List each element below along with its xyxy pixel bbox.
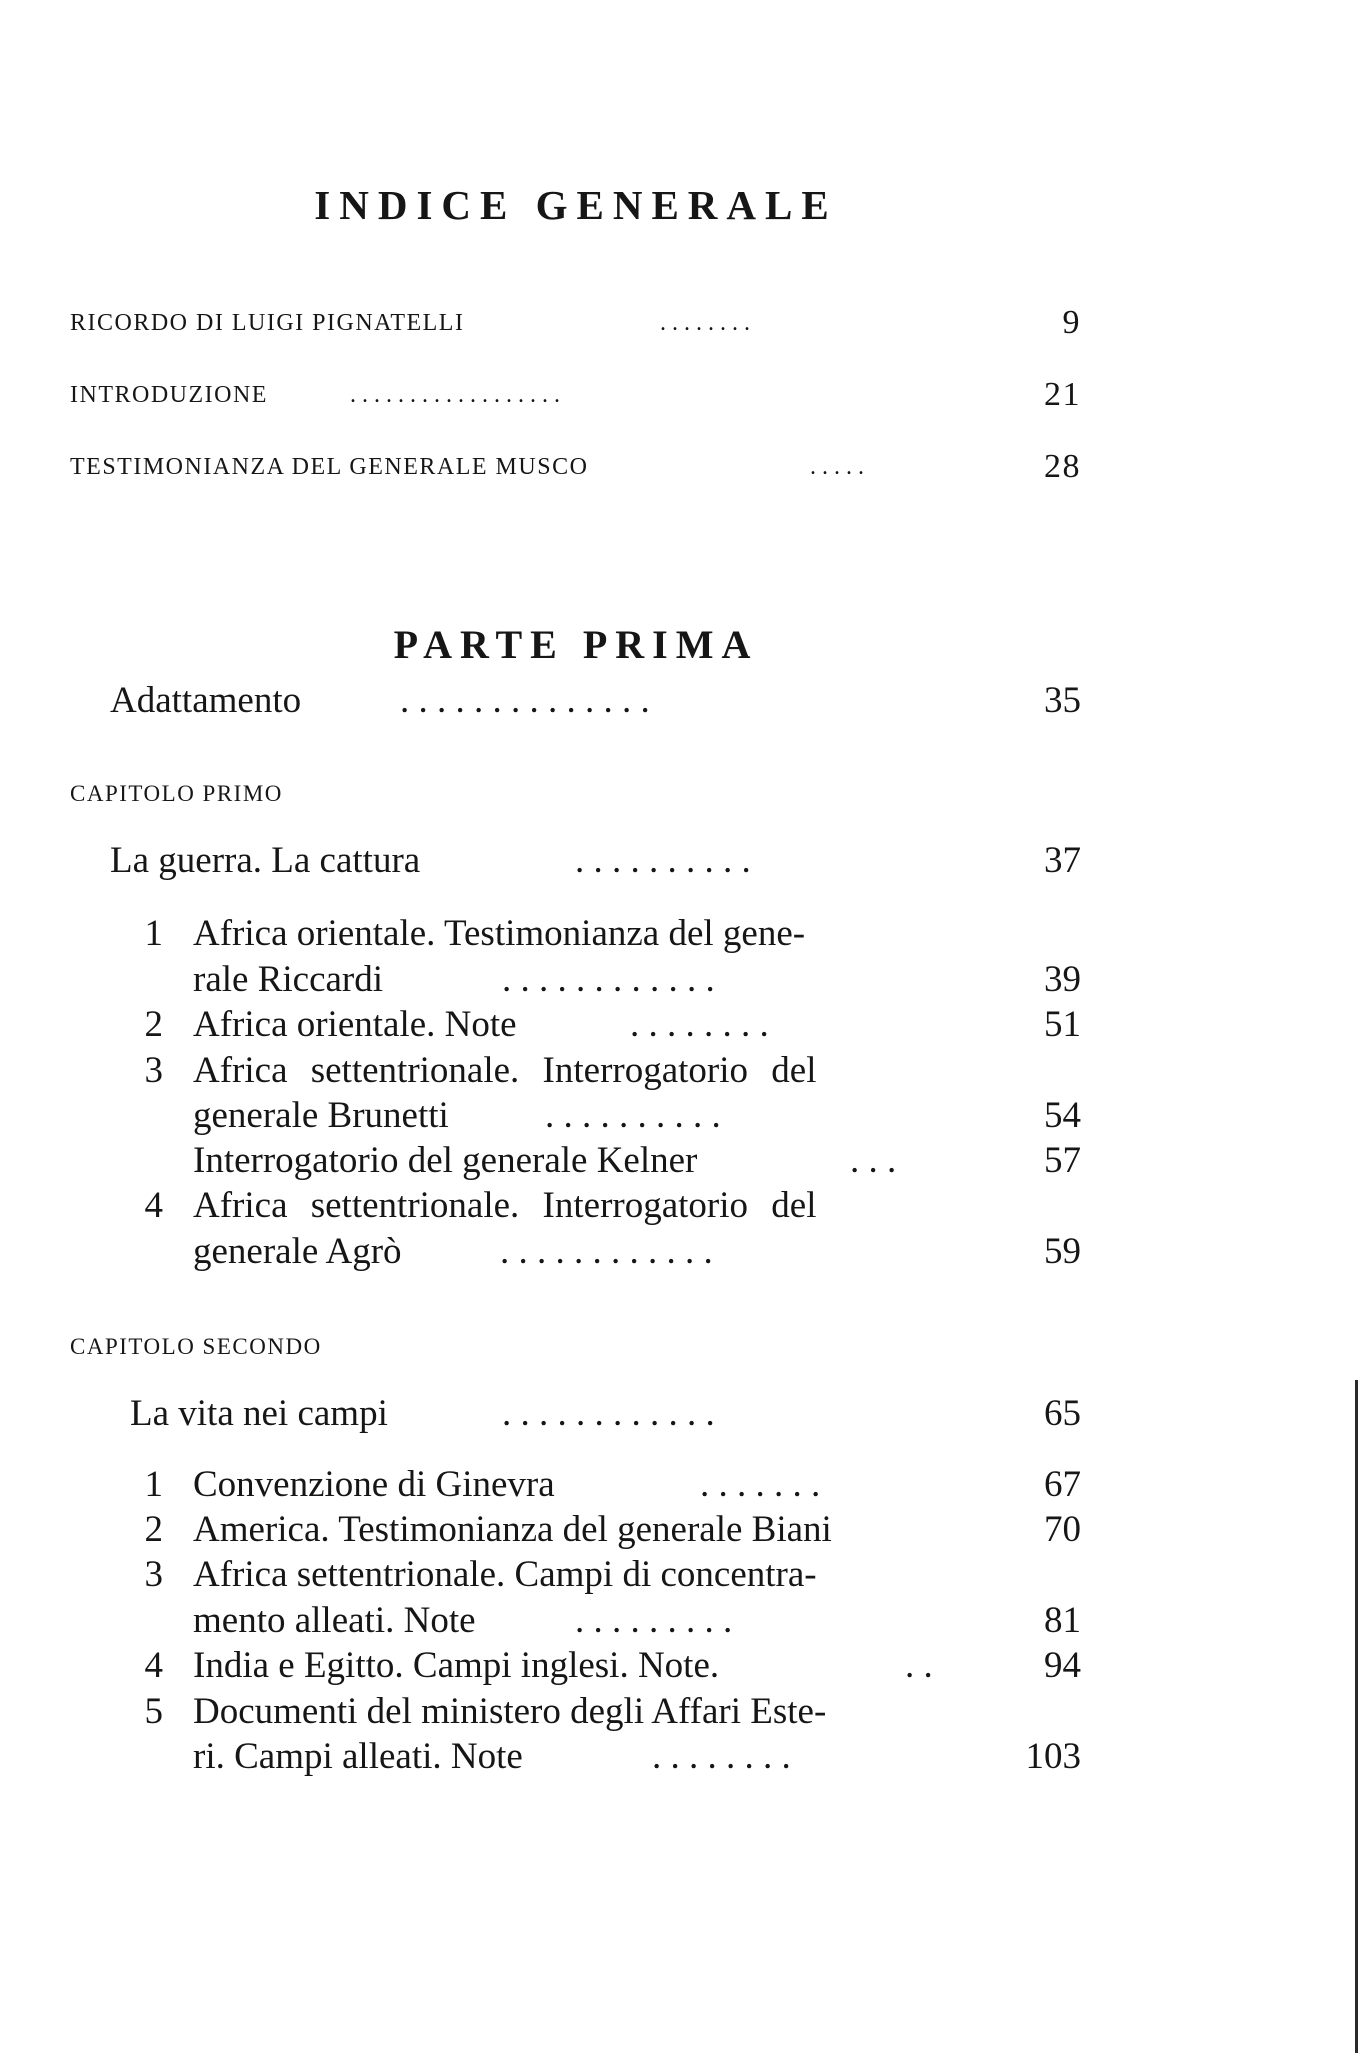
page-number: 65 [1044, 1393, 1081, 1434]
entry-label: INTRODUZIONE [70, 382, 268, 408]
dot-leader: . . . . . . . . . . . . . . . . . . [350, 382, 560, 408]
toc-section-line[interactable] [0, 1183, 1364, 1229]
entry-label: Africa settentrionale. Interrogatorio del [193, 1050, 817, 1091]
page-number: 39 [1044, 959, 1081, 1000]
part-title: PARTE PRIMA [393, 622, 759, 668]
section-number: 1 [144, 1464, 163, 1505]
page-title: INDICE GENERALE [314, 182, 838, 229]
toc-section-line[interactable] [0, 1552, 1364, 1598]
entry-label: generale Agrò [193, 1231, 402, 1272]
toc-section-line[interactable] [0, 1734, 1364, 1780]
toc-section-line[interactable] [0, 1002, 1364, 1048]
toc-section-line[interactable] [0, 1598, 1364, 1644]
entry-label: India e Egitto. Campi inglesi. Note. [193, 1645, 720, 1686]
toc-section-line[interactable] [0, 1138, 1364, 1184]
dot-leader: . . . . . [810, 454, 864, 480]
dot-leader: . . . . . . . . . . . . [500, 1231, 713, 1272]
page-number: 54 [1044, 1095, 1081, 1136]
toc-section-line[interactable] [0, 911, 1364, 957]
dot-leader: . . . [850, 1140, 897, 1181]
page-number: 70 [1044, 1509, 1081, 1550]
section-number: 3 [144, 1050, 163, 1091]
entry-label: Africa orientale. Testimonianza del gene- [193, 913, 806, 954]
toc-entry-introduzione[interactable] [0, 375, 1364, 421]
page-number: 51 [1044, 1004, 1081, 1045]
entry-label: Africa settentrionale. Campi di concentra- [193, 1554, 817, 1595]
toc-section-line[interactable] [0, 1048, 1364, 1094]
entry-label: America. Testimonianza del generale Biani [193, 1509, 832, 1550]
entry-label: rale Riccardi [193, 959, 384, 1000]
page-number: 21 [1044, 376, 1081, 413]
dot-leader: . . . . . . . . [652, 1736, 791, 1777]
entry-label: Documenti del ministero degli Affari Este- [193, 1691, 827, 1732]
toc-section-line[interactable] [0, 1229, 1364, 1275]
dot-leader: . . . . . . . . . . . . [502, 959, 715, 1000]
toc-chapter-title[interactable] [0, 838, 1364, 884]
page-number: 37 [1044, 840, 1081, 881]
dot-leader: . . . . . . . . . [575, 1600, 733, 1641]
section-number: 3 [144, 1554, 163, 1595]
dot-leader: . . . . . . . . . . [575, 840, 751, 881]
toc-entry-testimonianza-musco[interactable] [0, 447, 1364, 493]
dot-leader: . . . . . . . . [660, 310, 750, 336]
entry-label: TESTIMONIANZA DEL GENERALE MUSCO [70, 454, 589, 480]
section-number: 2 [144, 1509, 163, 1550]
toc-section-line[interactable] [0, 1643, 1364, 1689]
dot-leader: . . . . . . . . . . . . [502, 1393, 715, 1434]
toc-section-line[interactable] [0, 1093, 1364, 1139]
chapter-label: CAPITOLO SECONDO [70, 1334, 322, 1359]
section-number: 4 [144, 1185, 163, 1226]
toc-entry-ricordo[interactable] [0, 303, 1364, 349]
entry-label: ri. Campi alleati. Note [193, 1736, 523, 1777]
toc-entry-adattamento[interactable] [0, 678, 1364, 724]
entry-label: Interrogatorio del generale Kelner [193, 1140, 698, 1181]
section-number: 4 [144, 1645, 163, 1686]
dot-leader: . . [905, 1645, 933, 1686]
chapter-label: CAPITOLO PRIMO [70, 781, 283, 806]
page-number: 57 [1044, 1140, 1081, 1181]
entry-label: Africa orientale. Note [193, 1004, 517, 1045]
toc-section-line[interactable] [0, 1689, 1364, 1735]
toc-chapter-title[interactable] [0, 1391, 1364, 1437]
dot-leader: . . . . . . . . . . . . . . [400, 680, 650, 721]
page-number: 94 [1044, 1645, 1081, 1686]
page-number: 9 [1062, 304, 1081, 341]
page-number: 81 [1044, 1600, 1081, 1641]
entry-label: Adattamento [110, 680, 302, 721]
page-number: 59 [1044, 1231, 1081, 1272]
section-number: 1 [144, 913, 163, 954]
entry-label: Africa settentrionale. Interrogatorio del [193, 1185, 817, 1226]
page-number: 67 [1044, 1464, 1081, 1505]
dot-leader: . . . . . . . . . . [545, 1095, 721, 1136]
toc-section-line[interactable] [0, 957, 1364, 1003]
dot-leader: . . . . . . . [700, 1464, 821, 1505]
section-number: 2 [144, 1004, 163, 1045]
page-number: 28 [1044, 448, 1081, 485]
entry-label: Convenzione di Ginevra [193, 1464, 555, 1505]
entry-label: RICORDO DI LUIGI PIGNATELLI [70, 310, 465, 336]
entry-label: La guerra. La cattura [110, 840, 421, 881]
dot-leader: . . . . . . . . [630, 1004, 769, 1045]
entry-label: generale Brunetti [193, 1095, 449, 1136]
page-number: 103 [1025, 1736, 1081, 1777]
page-number: 35 [1044, 680, 1081, 721]
toc-section-line[interactable] [0, 1507, 1364, 1553]
toc-section-line[interactable] [0, 1462, 1364, 1508]
entry-label: mento alleati. Note [193, 1600, 476, 1641]
section-number: 5 [144, 1691, 163, 1732]
entry-label: La vita nei campi [130, 1393, 388, 1434]
